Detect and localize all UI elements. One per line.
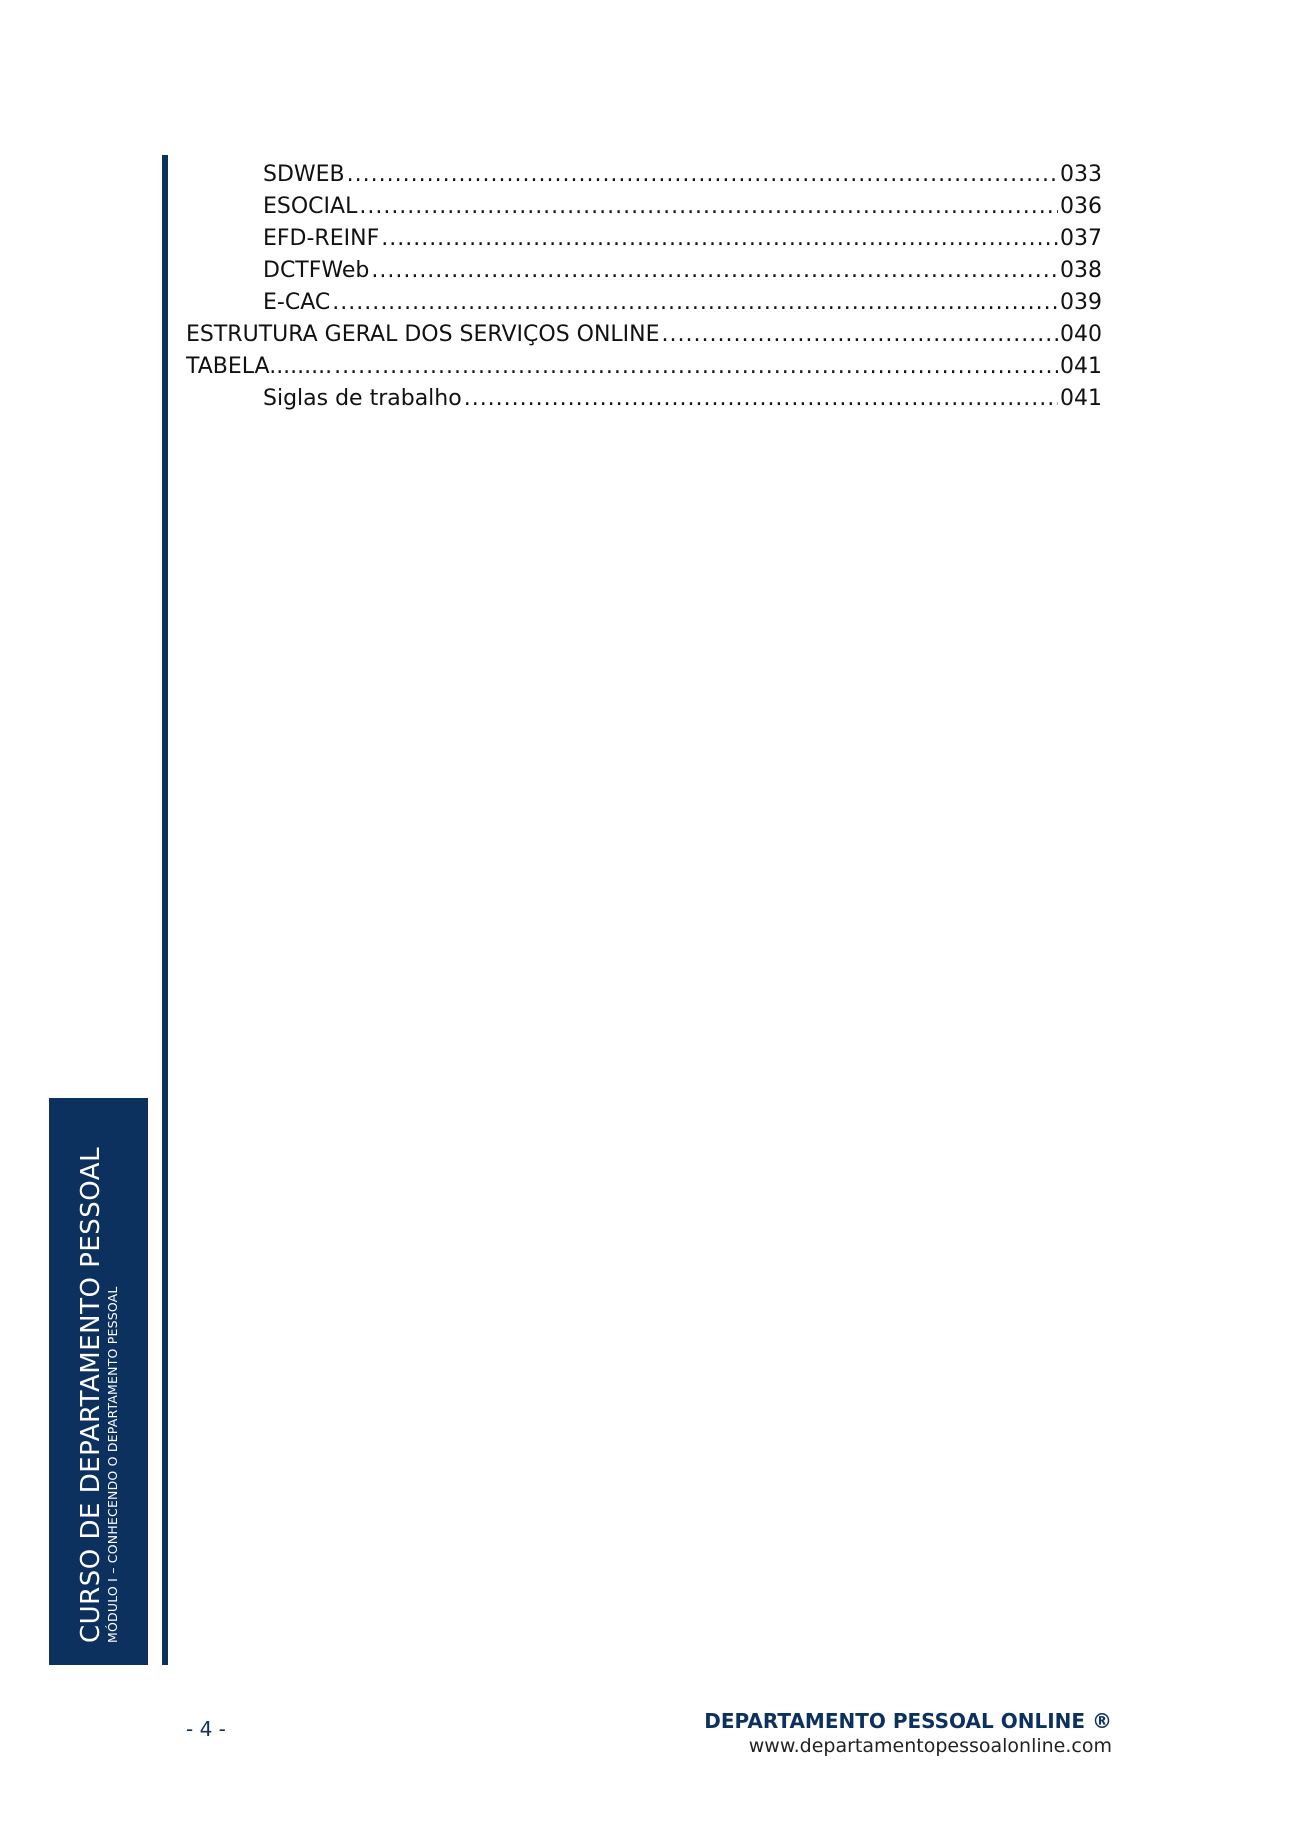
toc-dot-leader <box>347 159 1058 191</box>
toc-page-number: 036 <box>1060 194 1102 219</box>
toc-entry[interactable] <box>186 351 1102 383</box>
toc-dot-leader <box>464 383 1058 415</box>
toc-entry-title: TABELA......... <box>186 354 333 379</box>
course-title: CURSO DE DEPARTAMENTO PESSOAL <box>76 1146 106 1643</box>
module-subtitle: MÓDULO I – CONHECENDO O DEPARTAMENTO PESSOAL <box>105 1286 120 1643</box>
footer-brand <box>704 1708 1112 1758</box>
toc-entry-title: E-CAC <box>263 290 331 315</box>
toc-entry-title: EFD-REINF <box>263 226 380 251</box>
side-tab <box>49 1098 148 1665</box>
toc-entry-title: SDWEB <box>263 162 345 187</box>
toc-entry[interactable] <box>186 159 1102 191</box>
toc-page-number: 033 <box>1060 162 1102 187</box>
toc-page-number: 040 <box>1060 322 1102 347</box>
toc-entry-title: Siglas de trabalho <box>263 386 462 411</box>
toc-entry[interactable] <box>186 383 1102 415</box>
toc-page-number: 041 <box>1060 386 1102 411</box>
toc-dot-leader <box>359 191 1058 223</box>
toc-entry-title: DCTFWeb <box>263 258 370 283</box>
footer-brand-name: DEPARTAMENTO PESSOAL ONLINE ® <box>704 1709 1112 1733</box>
toc-entry[interactable] <box>186 319 1102 351</box>
toc-dot-leader <box>662 319 1058 351</box>
toc-entry[interactable] <box>186 191 1102 223</box>
toc-page-number: 039 <box>1060 290 1102 315</box>
table-of-contents <box>186 159 1102 415</box>
toc-dot-leader <box>332 287 1058 319</box>
toc-entry-title: ESTRUTURA GERAL DOS SERVIÇOS ONLINE <box>186 322 660 347</box>
toc-dot-leader <box>334 351 1058 383</box>
toc-entry-title: ESOCIAL <box>263 194 358 219</box>
toc-entry[interactable] <box>186 255 1102 287</box>
toc-page-number: 038 <box>1060 258 1102 283</box>
toc-page-number: 037 <box>1060 226 1102 251</box>
toc-page-number: 041 <box>1060 354 1102 379</box>
toc-dot-leader <box>381 223 1058 255</box>
footer-website-link[interactable]: www.departamentopessoalonline.com <box>748 1735 1112 1757</box>
toc-dot-leader <box>371 255 1058 287</box>
footer-page-number: - 4 - <box>186 1717 226 1741</box>
side-tab-text <box>77 1123 121 1643</box>
margin-rule <box>162 155 168 1665</box>
toc-entry[interactable] <box>186 223 1102 255</box>
toc-entry[interactable] <box>186 287 1102 319</box>
